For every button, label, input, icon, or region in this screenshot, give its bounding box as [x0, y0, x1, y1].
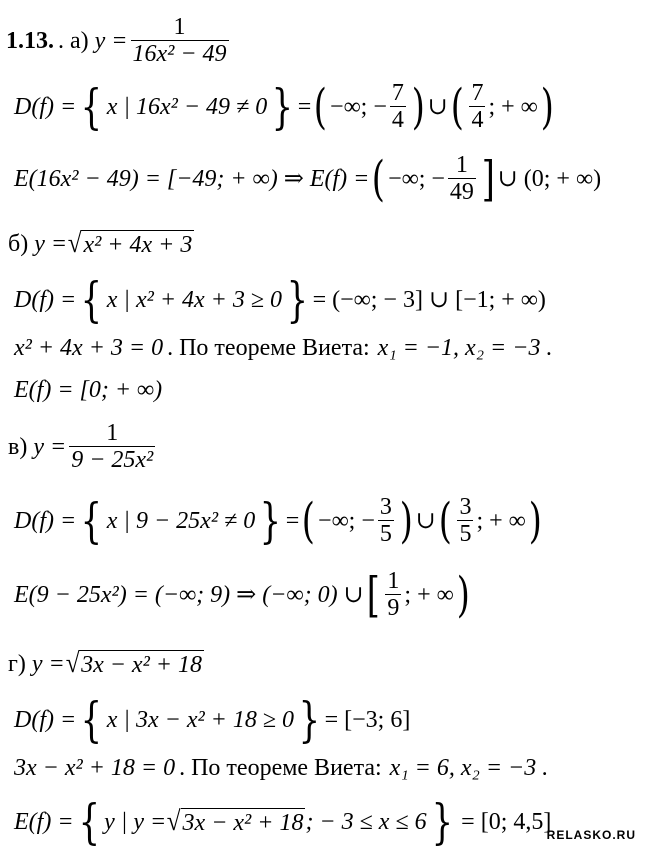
part-a-domain: D(f) = { x | 16x² − 49 ≠ 0 } = ( −∞; − $\frac{7}{4}$ ) ∪ ( $\frac{7}{4}$ ; + ∞ )	[14, 78, 554, 135]
part-a-func-lhs: y =	[94, 27, 128, 54]
watermark: RELASKO.RU	[546, 828, 636, 842]
part-b-vieta: x² + 4x + 3 = 0 . По теореме Виета: x₁ = −1, x₂ = −3 .	[14, 335, 553, 361]
part-c-function: в) y = $\frac{1}{\text{9 − 25x²}}$	[8, 420, 154, 474]
part-c-range: E(9 − 25x²) = (−∞; 9) ⇒ (−∞; 0) ∪ [ $\frac{1}{9}$ ; + ∞ )	[14, 566, 470, 623]
part-a-func-fraction: $\frac{1}{\text{16x² − 49}}$	[132, 14, 227, 68]
part-b-range: E(f) = [0; + ∞)	[14, 377, 163, 403]
problem-number: 1.13.	[6, 27, 54, 54]
part-a-domain-set: x | 16x² − 49 ≠ 0	[106, 93, 268, 120]
part-b-function: б) y = √ x² + 4x + 3	[8, 228, 193, 259]
part-d-range: E(f) = { y | y = √ 3x − x² + 18 ; − 3 ≤ x ≤ 6 } = [0; 4,5]	[14, 794, 552, 850]
part-a-range: E(16x² − 49) = [−49; + ∞) ⇒ E(f) = ( −∞; − $\frac{1}{49}$ ] ∪ (0; + ∞)	[14, 150, 602, 207]
part-d-vieta: 3x − x² + 18 = 0 . По теореме Виета: x₁ = 6, x₂ = −3 .	[14, 755, 549, 781]
part-b-domain: D(f) = { x | x² + 4x + 3 ≥ 0 } = (−∞; − 3] ∪ [−1; + ∞)	[14, 272, 546, 328]
part-a-function	[6, 14, 232, 68]
part-d-function: г) y = √ 3x − x² + 18	[8, 648, 202, 679]
part-a-label: . а)	[58, 27, 89, 54]
part-c-domain: D(f) = { x | 9 − 25x² ≠ 0 } = ( −∞; − $\frac{3}{5}$ ) ∪ ( $\frac{3}{5}$ ; + ∞ )	[14, 492, 542, 549]
part-d-domain: D(f) = { x | 3x − x² + 18 ≥ 0 } = [−3; 6]	[14, 692, 411, 748]
